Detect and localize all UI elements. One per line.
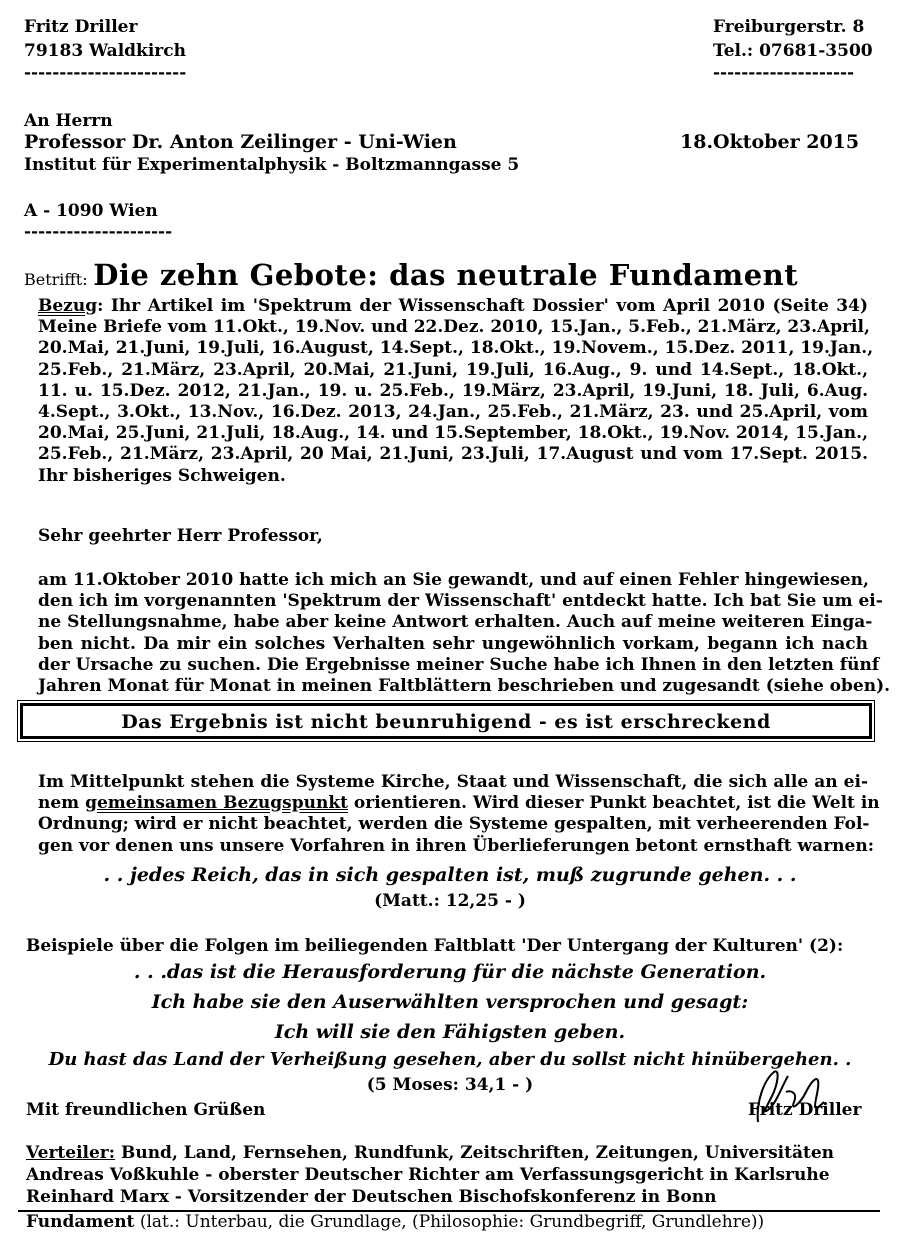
distribution-line-1 xyxy=(26,1143,834,1164)
recipient-institute: Institut für Experimentalphysik - Boltzmanngasse 5 xyxy=(24,155,520,175)
quote-moses-line: Du hast das Land der Verheißung gesehen, aber du sollst nicht hinübergehen. . xyxy=(48,1049,852,1070)
distribution-label: Verteiler: xyxy=(26,1143,116,1163)
bezug-line-2: 20.Mai, 21.Juni, 19.Juli, 16.August, 14.Sept., 18.Okt., 19.Novem., 15.Dez. 2011, 19.Jan., xyxy=(38,338,874,359)
para1-line: Jahren Monat für Monat in meinen Faltblättern beschrieben und zugesandt (siehe oben). xyxy=(38,676,891,697)
bezug-line-4: 11. u. 15.Dez. 2012, 21.Jan., 19. u. 25.Feb., 19.März, 23.April, 19.Juni, 18. Juli, 6.Aug. xyxy=(38,380,868,401)
recipient-salutation: An Herrn xyxy=(24,111,113,131)
para2-line-2-post: orientieren. Wird dieser Punkt beachtet, ist die Welt in xyxy=(347,793,880,814)
para2-line-2-pre: nem xyxy=(38,793,86,814)
para2-line-1: Im Mittelpunkt stehen die Systeme Kirche, Staat und Wissenschaft, die sich alle an ei- xyxy=(38,772,868,792)
bezug-line-7: 25.Feb., 21.März, 23.April, 20 Mai, 21.Juni, 23.Juli, 17.August und vom 17.Sept. 2015. xyxy=(38,444,868,465)
subject-line xyxy=(24,258,798,292)
distribution-line-2: Andreas Voßkuhle - oberster Deutscher Richter am Verfassungsgericht in Karlsruhe xyxy=(26,1165,830,1185)
para1-line: den ich im vorgenannten 'Spektrum der Wissenschaft' entdeckt hatte. Ich bat Sie um ei- xyxy=(38,591,883,612)
boxed-statement xyxy=(20,703,872,739)
quote-matthew-ref: (Matt.: 12,25 - ) xyxy=(374,891,526,911)
footer-label: Fundament xyxy=(26,1212,135,1232)
subject-label: Betrifft: xyxy=(24,270,88,289)
quote-moses-line: Ich habe sie den Auserwählten versprochen und gesagt: xyxy=(151,991,749,1013)
quote-moses-line: . . .das ist die Herausforderung für die nächste Generation. xyxy=(133,961,767,983)
footer-definition xyxy=(26,1212,764,1233)
bezug-line-0: : Ihr Artikel im 'Spektrum der Wissenschaft Dossier' vom April 2010 (Seite 34) xyxy=(97,296,868,316)
distribution-text-1: Bund, Land, Fernsehen, Rundfunk, Zeitschriften, Zeitungen, Universitäten xyxy=(115,1143,835,1163)
para2-line-3: Ordnung; wird er nicht beachtet, werden die Systeme gespalten, mit verheerenden Fol- xyxy=(38,814,870,835)
paragraph-1 xyxy=(38,570,891,697)
bezug-block xyxy=(38,296,874,487)
bezug-line-3: 25.Feb., 21.März, 23.April, 20.Mai, 21.Juni, 19.Juli, 16.Aug., 9. und 14.Sept., 18.Okt., xyxy=(38,359,868,380)
recipient-divider: --------------------- xyxy=(24,222,173,242)
recipient-name: Professor Dr. Anton Zeilinger - Uni-Wien xyxy=(24,131,457,153)
boxed-statement-text: Das Ergebnis ist nicht beunruhigend - es ist erschreckend xyxy=(121,711,771,733)
subject-title: Die zehn Gebote: das neutrale Fundament xyxy=(93,258,799,292)
bezug-line-5: 4.Sept., 3.Okt., 13.Nov., 16.Dez. 2013, 24.Jan., 25.Feb., 21.März, 23. und 25.April, vom xyxy=(38,402,868,423)
bezug-label: Bezug xyxy=(38,296,98,316)
distribution-line-3: Reinhard Marx - Vorsitzender der Deutschen Bischofskonferenz in Bonn xyxy=(26,1187,717,1207)
sender-name: Fritz Driller xyxy=(24,17,138,37)
sender-phone: Tel.: 07681-3500 xyxy=(713,41,873,61)
sender-city: 79183 Waldkirch xyxy=(24,41,186,61)
quote-matthew: . . jedes Reich, das in sich gespalten ist, muß zugrunde gehen. . . xyxy=(103,864,797,886)
bezug-line-1: Meine Briefe vom 11.Okt., 19.Nov. und 22.Dez. 2010, 15.Jan., 5.Feb., 21.März, 23.April, xyxy=(38,317,870,338)
para1-line: der Ursache zu suchen. Die Ergebnisse meiner Suche habe ich Ihnen in den letzten fünf xyxy=(38,654,880,675)
examples-line: Beispiele über die Folgen im beiliegenden Faltblatt 'Der Untergang der Kulturen' (2): xyxy=(26,936,844,956)
sender-divider-right: -------------------- xyxy=(713,63,855,83)
paragraph-2 xyxy=(38,772,880,857)
sender-divider: ----------------------- xyxy=(24,63,187,83)
para2-line-4: gen vor denen uns unsere Vorfahren in ihren Überlieferungen betont ernsthaft warnen: xyxy=(38,835,874,856)
greeting: Sehr geehrter Herr Professor, xyxy=(38,526,323,546)
bezug-line-6: 20.Mai, 25.Juni, 21.Juli, 18.Aug., 14. und 15.September, 18.Okt., 19.Nov. 2014, 15.Jan., xyxy=(38,423,868,444)
para1-line: am 11.Oktober 2010 hatte ich mich an Sie gewandt, und auf einen Fehler hingewiesen, xyxy=(38,570,869,590)
quote-moses-ref: (5 Moses: 34,1 - ) xyxy=(366,1075,534,1095)
bezug-line-8: Ihr bisheriges Schweigen. xyxy=(38,465,286,486)
recipient-city: A - 1090 Wien xyxy=(24,201,158,221)
reference-point-term: gemeinsamen Bezugspunkt xyxy=(85,793,348,814)
quote-moses-line: Ich will sie den Fähigsten geben. xyxy=(274,1021,626,1043)
para1-line: ben nicht. Da mir ein solches Verhalten sehr ungewöhnlich vorkam, begann ich nach xyxy=(38,633,868,654)
para1-line: ne Stellungsnahme, habe aber keine Antwort erhalten. Auch auf meine weiteren Einga- xyxy=(38,612,873,633)
closing: Mit freundlichen Grüßen xyxy=(26,1100,266,1120)
letter-date: 18.Oktober 2015 xyxy=(680,131,860,153)
sender-street: Freiburgerstr. 8 xyxy=(713,17,865,37)
signature-name: Fritz Driller xyxy=(748,1100,862,1120)
footer-text: (lat.: Unterbau, die Grundlage, (Philosophie: Grundbegriff, Grundlehre)) xyxy=(134,1212,765,1232)
signature-scribble xyxy=(728,1062,868,1132)
